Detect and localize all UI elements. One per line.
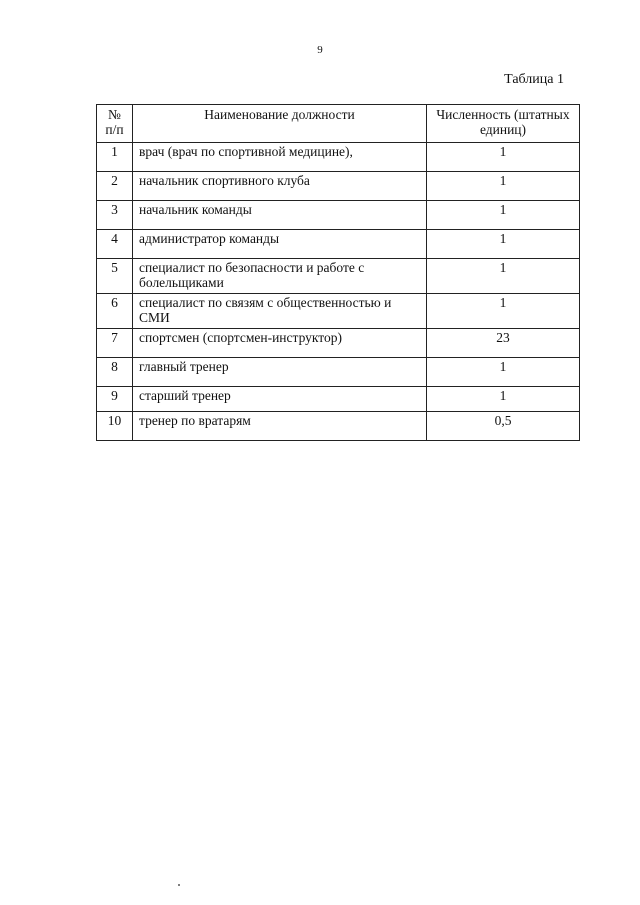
row-number: 6 bbox=[97, 294, 133, 329]
row-number: 1 bbox=[97, 143, 133, 172]
row-number: 9 bbox=[97, 387, 133, 412]
table-caption: Таблица 1 bbox=[504, 72, 564, 87]
row-count: 1 bbox=[427, 358, 580, 387]
row-count: 1 bbox=[427, 387, 580, 412]
row-position: начальник команды bbox=[133, 201, 427, 230]
row-count: 1 bbox=[427, 259, 580, 294]
row-position: специалист по связям с общественностью и СМИ bbox=[133, 294, 427, 329]
table-row bbox=[97, 329, 580, 358]
header-count: Численность (штатных единиц) bbox=[427, 105, 580, 143]
row-number: 10 bbox=[97, 412, 133, 441]
table-row bbox=[97, 172, 580, 201]
row-count: 0,5 bbox=[427, 412, 580, 441]
row-position: администратор команды bbox=[133, 230, 427, 259]
table-row bbox=[97, 358, 580, 387]
staff-table bbox=[96, 104, 580, 441]
row-position: врач (врач по спортивной медицине), bbox=[133, 143, 427, 172]
table-header-row bbox=[97, 105, 580, 143]
row-position: специалист по безопасности и работе с болельщиками bbox=[133, 259, 427, 294]
table-row bbox=[97, 294, 580, 329]
header-position: Наименование должности bbox=[133, 105, 427, 143]
table-row bbox=[97, 201, 580, 230]
row-number: 3 bbox=[97, 201, 133, 230]
table-row bbox=[97, 412, 580, 441]
row-count: 1 bbox=[427, 230, 580, 259]
row-count: 1 bbox=[427, 294, 580, 329]
scan-speck bbox=[178, 884, 180, 886]
row-number: 8 bbox=[97, 358, 133, 387]
table-row bbox=[97, 143, 580, 172]
row-position: спортсмен (спортсмен-инструктор) bbox=[133, 329, 427, 358]
row-position: тренер по вратарям bbox=[133, 412, 427, 441]
table-row bbox=[97, 387, 580, 412]
row-position: старший тренер bbox=[133, 387, 427, 412]
page-number: 9 bbox=[317, 44, 323, 56]
header-number: № п/п bbox=[97, 105, 133, 143]
row-count: 1 bbox=[427, 172, 580, 201]
table-row bbox=[97, 259, 580, 294]
row-number: 4 bbox=[97, 230, 133, 259]
row-count: 23 bbox=[427, 329, 580, 358]
row-number: 2 bbox=[97, 172, 133, 201]
row-position: начальник спортивного клуба bbox=[133, 172, 427, 201]
row-number: 7 bbox=[97, 329, 133, 358]
table-row bbox=[97, 230, 580, 259]
row-count: 1 bbox=[427, 201, 580, 230]
row-number: 5 bbox=[97, 259, 133, 294]
row-position: главный тренер bbox=[133, 358, 427, 387]
row-count: 1 bbox=[427, 143, 580, 172]
